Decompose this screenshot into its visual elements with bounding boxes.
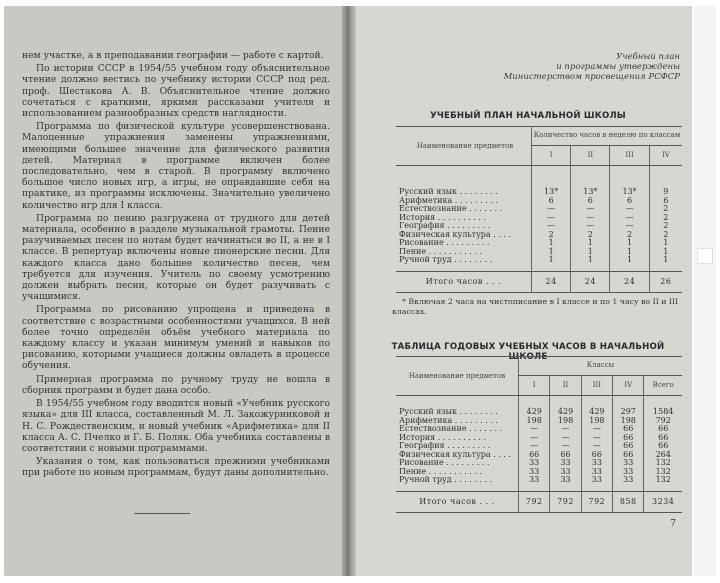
value-cell: 1 xyxy=(532,256,571,271)
value-cell: 2 xyxy=(649,231,682,240)
value-cell: 66 xyxy=(613,425,644,434)
class-header: II xyxy=(571,145,610,166)
value-cell: — xyxy=(571,214,610,223)
value-cell: 198 xyxy=(519,417,550,426)
value-cell: 1 xyxy=(610,239,649,248)
subject-cell: Арифметика . . . . . . . . . xyxy=(399,415,499,425)
value-cell: 33 xyxy=(613,459,644,468)
right-page xyxy=(356,6,692,576)
value-cell: 1584 xyxy=(644,396,682,417)
total-label: Итого часов . . . xyxy=(419,496,495,506)
value-cell: 1 xyxy=(571,248,610,257)
table2-title: ТАБЛИЦА ГОДОВЫХ УЧЕБНЫХ ЧАСОВ В НАЧАЛЬНОЙ ШКОЛЕ xyxy=(391,342,665,362)
value-cell: 6 xyxy=(610,197,649,206)
total-value: 24 xyxy=(532,271,571,293)
value-cell: 1 xyxy=(532,239,571,248)
value-cell: 429 xyxy=(581,396,612,417)
value-cell: 1 xyxy=(649,239,682,248)
value-cell: 66 xyxy=(613,451,644,460)
table1-group-header: Количество часов в неделю по классам xyxy=(532,127,683,146)
value-cell: 33 xyxy=(613,476,644,491)
value-cell: — xyxy=(519,442,550,451)
value-cell: — xyxy=(581,425,612,434)
value-cell: 6 xyxy=(532,197,571,206)
class-header: II xyxy=(550,375,581,396)
value-cell: 1 xyxy=(532,248,571,257)
total-row xyxy=(396,491,682,513)
paragraph: Примерная программа по ручному труду не вошла в сборник программ и будет дана особо. xyxy=(22,373,330,396)
book-gutter xyxy=(342,6,356,576)
value-cell: 2 xyxy=(532,231,571,240)
value-cell: 132 xyxy=(644,468,682,477)
value-cell: — xyxy=(581,434,612,443)
value-cell: 2 xyxy=(649,222,682,231)
value-cell: 198 xyxy=(581,417,612,426)
value-cell: 13* xyxy=(532,166,571,197)
value-cell: 1 xyxy=(610,248,649,257)
class-header: IV xyxy=(649,145,682,166)
total-value: 792 xyxy=(581,491,612,513)
value-cell: — xyxy=(532,214,571,223)
weekly-hours-table xyxy=(396,126,682,293)
class-header: Всего xyxy=(644,375,682,396)
subject-cell: История . . . . . . . . . . xyxy=(399,432,487,442)
scan-marker xyxy=(697,248,713,264)
total-value: 792 xyxy=(550,491,581,513)
value-cell: 2 xyxy=(610,231,649,240)
table1-title: УЧЕБНЫЙ ПЛАН НАЧАЛЬНОЙ ШКОЛЫ xyxy=(430,111,626,121)
value-cell: 13* xyxy=(571,166,610,197)
class-header: III xyxy=(581,375,612,396)
value-cell: 33 xyxy=(550,459,581,468)
value-cell: 66 xyxy=(644,434,682,443)
value-cell: 66 xyxy=(581,451,612,460)
table-row xyxy=(396,256,682,271)
value-cell: — xyxy=(571,205,610,214)
subject-cell: Естествознание . . . . . . . xyxy=(399,204,503,213)
value-cell: — xyxy=(550,434,581,443)
left-page-text xyxy=(22,50,330,481)
approval-line-3: Министерством просвещения РСФСР xyxy=(503,72,680,82)
value-cell: 33 xyxy=(581,468,612,477)
value-cell: 1 xyxy=(571,239,610,248)
total-label: Итого часов . . . xyxy=(425,276,502,286)
total-value: 26 xyxy=(649,271,682,293)
total-value: 24 xyxy=(610,271,649,293)
end-rule xyxy=(134,513,190,514)
paragraph: Программа по пению разгружена от трудного для детей материала, особенно в разделе музыкальной грамоты. Пение разучиваемых песен по нотам будет начинаться во II, а не в I классе. В репертуар включены новые пионерские песни. Для каждого класса дано большее количество песен, чем требуется для изучения. Учитель по своему усмотрению должен выбрать песни, которые он будет разучивать с учащимися. xyxy=(22,212,330,303)
value-cell: — xyxy=(519,434,550,443)
subject-cell: Русский язык . . . . . . . . xyxy=(399,407,498,416)
value-cell: 33 xyxy=(613,468,644,477)
total-value: 858 xyxy=(613,491,644,513)
value-cell: 2 xyxy=(571,231,610,240)
value-cell: — xyxy=(519,425,550,434)
paragraph: нем участке, а в преподавании географии — работе с картой. xyxy=(22,50,324,61)
approval-line-1: Учебный план xyxy=(616,52,680,62)
value-cell: 264 xyxy=(644,451,682,460)
value-cell: — xyxy=(571,222,610,231)
annual-hours-table xyxy=(396,356,682,513)
subject-cell: Физическая культура . . . . xyxy=(399,229,512,239)
paragraph: Указания о том, как пользоваться прежними учебниками при работе по новым программам, будут даны дополнительно. xyxy=(22,456,330,479)
value-cell: 66 xyxy=(519,451,550,460)
scan-edge xyxy=(694,6,716,576)
value-cell: 33 xyxy=(519,476,550,491)
value-cell: — xyxy=(610,222,649,231)
value-cell: 792 xyxy=(644,417,682,426)
total-value: 792 xyxy=(519,491,550,513)
value-cell: — xyxy=(532,222,571,231)
value-cell: 429 xyxy=(519,396,550,417)
value-cell: 198 xyxy=(550,417,581,426)
subject-cell: Рисование . . . . . . . . . xyxy=(399,458,490,467)
value-cell: 66 xyxy=(644,442,682,451)
paragraph: Программа по рисованию упрощена и приведена в соответствие с возрастными особенностями учащихся. В ней более точно определён объём учебного материала по каждому классу и указан минимум умений и навыков по рисованию, которыми учащиеся должны овладеть в процессе обучения. xyxy=(22,304,330,372)
table-row xyxy=(396,396,682,417)
value-cell: 1 xyxy=(649,256,682,271)
paragraph: По истории СССР в 1954/55 учебном году объяснительное чтение должно вестись по учебнику истории СССР под ред. проф. Шестакова А. В. Объяснительное чтение должно сочетаться с краткими, яркими рассказами учителя и использованием разнообразных средств наглядности. xyxy=(22,63,330,120)
approval-line-2: и программы утверждены xyxy=(556,62,680,72)
value-cell: 1 xyxy=(610,256,649,271)
subject-cell: Физическая культура . . . . xyxy=(399,449,512,459)
value-cell: 132 xyxy=(644,459,682,468)
value-cell: 66 xyxy=(644,425,682,434)
value-cell: 1 xyxy=(649,248,682,257)
value-cell: 6 xyxy=(571,197,610,206)
subject-cell: Пение . . . . . . . . . . . xyxy=(399,466,483,476)
class-header: III xyxy=(610,145,649,166)
class-header: IV xyxy=(613,375,644,396)
table2-group-header: Классы xyxy=(519,357,683,376)
value-cell: 13* xyxy=(610,166,649,197)
value-cell: 33 xyxy=(581,459,612,468)
value-cell: 33 xyxy=(550,468,581,477)
table-row xyxy=(396,166,682,197)
value-cell: — xyxy=(532,205,571,214)
value-cell: 132 xyxy=(644,476,682,491)
subject-cell: История . . . . . . . . . . xyxy=(399,212,487,222)
table-row xyxy=(396,476,682,491)
subject-cell: Ручной труд . . . . . . . . xyxy=(399,475,493,484)
class-header: I xyxy=(519,375,550,396)
value-cell: 2 xyxy=(649,214,682,223)
value-cell: — xyxy=(581,442,612,451)
subject-cell: Пение . . . . . . . . . . . xyxy=(399,246,483,256)
class-header: I xyxy=(532,145,571,166)
subject-cell: Русский язык . . . . . . . . xyxy=(399,187,498,196)
total-value: 24 xyxy=(571,271,610,293)
value-cell: 297 xyxy=(613,396,644,417)
value-cell: — xyxy=(550,425,581,434)
subject-cell: Арифметика . . . . . . . . . xyxy=(399,195,499,205)
subject-cell: Рисование . . . . . . . . . xyxy=(399,238,490,247)
table1-subject-header: Наименование предметов xyxy=(396,127,532,166)
value-cell: — xyxy=(610,205,649,214)
total-row xyxy=(396,271,682,293)
paragraph: Программа по физической культуре усовершенствована. Малоценные упражнения заменены упражнениями, имеющими большее значение для физического развития детей. Материал в программе включен более последовательно, чем в старой. В программу включено большое число новых игр, а игры, не оправдавшие себя на практике, из программы исключены. Значительно увеличено количество игр для I класса. xyxy=(22,121,330,211)
total-value: 3234 xyxy=(644,491,682,513)
subject-cell: Естествознание . . . . . . . xyxy=(399,424,503,433)
subject-cell: География . . . . . . . . . xyxy=(399,221,491,230)
value-cell: 33 xyxy=(519,459,550,468)
value-cell: 33 xyxy=(581,476,612,491)
value-cell: — xyxy=(610,214,649,223)
value-cell: 33 xyxy=(519,468,550,477)
value-cell: 429 xyxy=(550,396,581,417)
left-page xyxy=(4,6,342,576)
paragraph: В 1954/55 учебном году вводится новый «Учебник русского языка» для III класса, составленный М. Л. Закожурниковой и Н. С. Рождественским, и новый учебник «Арифметика» для II класса А. С. Пчелко и Г. Б. Поляк. Оба учебника составлены в соответствии с новыми программами. xyxy=(22,398,330,454)
value-cell: 1 xyxy=(571,256,610,271)
table2-subject-header: Наименование предметов xyxy=(396,357,519,396)
value-cell: 66 xyxy=(550,451,581,460)
value-cell: 2 xyxy=(649,205,682,214)
value-cell: 33 xyxy=(550,476,581,491)
subject-cell: География . . . . . . . . . xyxy=(399,441,491,450)
value-cell: 198 xyxy=(613,417,644,426)
value-cell: — xyxy=(550,442,581,451)
table1-footnote: * Включая 2 часа на чистописание в I классе и по 1 часу во II и III классах. xyxy=(392,297,679,316)
value-cell: 9 xyxy=(649,166,682,197)
value-cell: 66 xyxy=(613,442,644,451)
page-number: 7 xyxy=(670,519,676,529)
value-cell: 66 xyxy=(613,434,644,443)
subject-cell: Ручной труд . . . . . . . . xyxy=(399,255,493,264)
value-cell: 6 xyxy=(649,197,682,206)
approval-note xyxy=(480,52,680,82)
